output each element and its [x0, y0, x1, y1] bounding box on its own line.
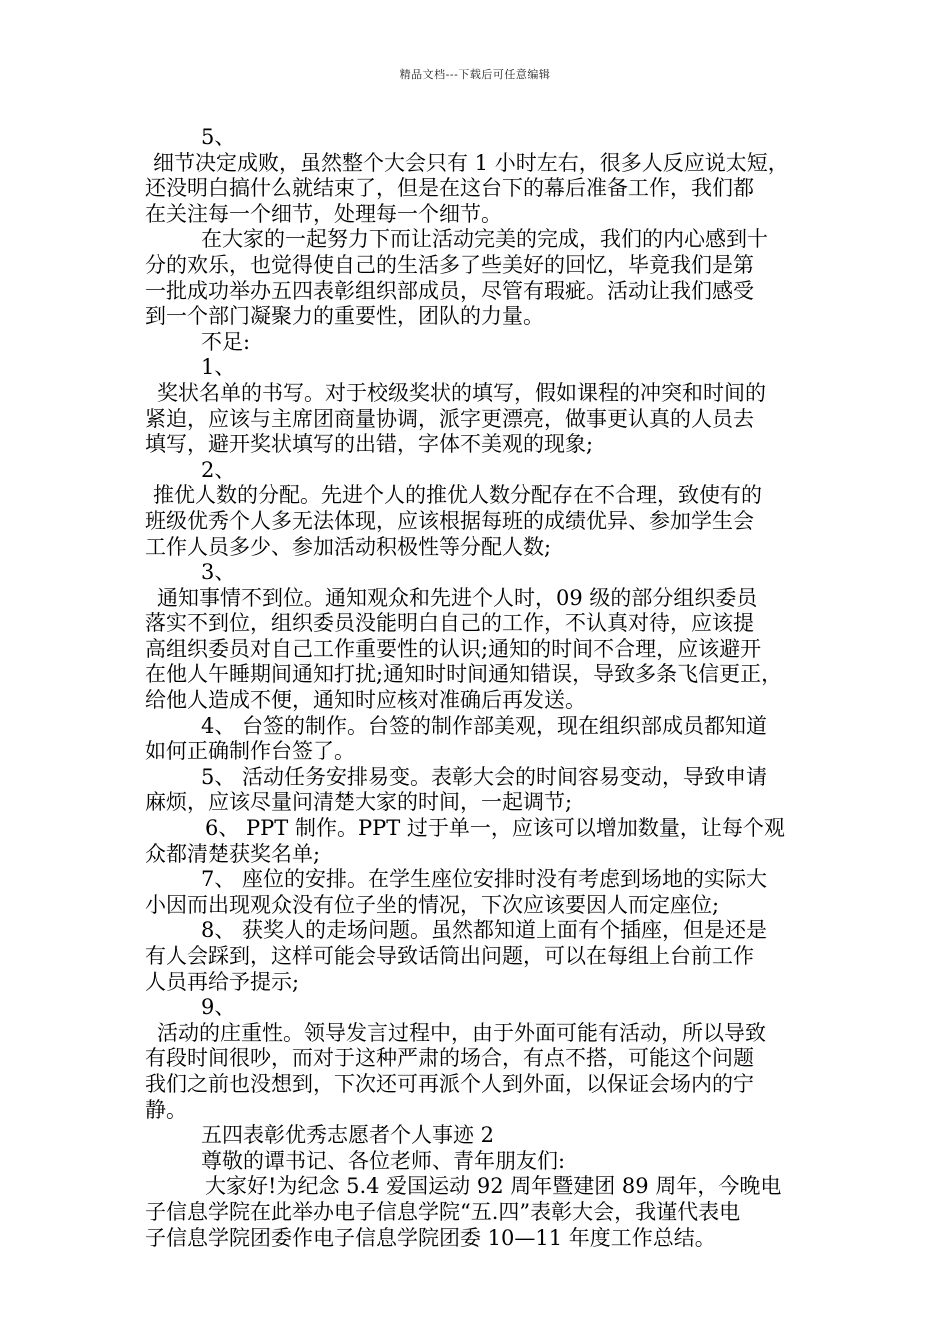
paragraph-line: 细节决定成败，虽然整个大会只有 1 小时左右，很多人反应说太短， [153, 150, 789, 175]
list-number: 9、 [201, 995, 236, 1020]
document-body [145, 125, 810, 1251]
paragraph-line: 到一个部门凝聚力的重要性，团队的力量。 [145, 304, 544, 329]
paragraph-line: 活动的庄重性。领导发言过程中，由于外面可能有活动，所以导致 [157, 1020, 766, 1045]
list-item-line: 8、 获奖人的走场问题。虽然都知道上面有个插座，但是还是 [201, 918, 768, 943]
paragraph-line: 推优人数的分配。先进个人的推优人数分配存在不合理，致使有的 [153, 483, 762, 508]
page-header: 精品文档---下载后可任意编辑 [399, 68, 551, 81]
paragraph-line: 填写，避开奖状填写的出错，字体不美观的现象; [145, 432, 594, 457]
paragraph-line: 大家好!为纪念 5.4 爱国运动 92 周年暨建团 89 周年，今晚电 [205, 1174, 782, 1199]
paragraph-line: 通知事情不到位。通知观众和先进个人时，09 级的部分组织委员 [157, 585, 758, 610]
paragraph-line: 奖状名单的书写。对于校级奖状的填写，假如课程的冲突和时间的 [157, 380, 766, 405]
list-item-line: 4、 台签的制作。台签的制作部美观，现在组织部成员都知道 [201, 713, 768, 738]
list-number: 3、 [201, 560, 236, 585]
list-number: 2、 [201, 457, 236, 482]
list-number: 1、 [201, 355, 236, 380]
list-item-line: 5、 活动任务安排易变。表彰大会的时间容易变动，导致申请 [201, 764, 768, 789]
paragraph-line: 在他人午睡期间通知打扰;通知时时间通知错误，导致多条飞信更正， [145, 662, 783, 687]
paragraph-line: 工作人员多少、参加活动积极性等分配人数; [145, 534, 552, 559]
paragraph-line: 麻烦，应该尽量问清楚大家的时间，一起调节; [145, 790, 573, 815]
paragraph-line: 子信息学院团委作电子信息学院团委 10—11 年度工作总结。 [145, 1225, 716, 1250]
paragraph-line: 班级优秀个人多无法体现，应该根据每班的成绩优异、参加学生会 [145, 508, 754, 533]
paragraph-line: 落实不到位，组织委员没能明白自己的工作，不认真对待，应该提 [145, 611, 754, 636]
salutation: 尊敬的谭书记、各位老师、青年朋友们: [201, 1148, 566, 1173]
paragraph-line: 有段时间很吵，而对于这种严肃的场合，有点不搭，可能这个问题 [145, 1046, 754, 1071]
paragraph-line: 有人会踩到，这样可能会导致话筒出问题，可以在每组上台前工作 [145, 944, 754, 968]
paragraph-line: 在大家的一起努力下而让活动完美的完成，我们的内心感到十 [201, 227, 768, 252]
paragraph-line: 在关注每一个细节，处理每一个细节。 [145, 201, 502, 226]
paragraph-line: 静。 [145, 1097, 187, 1122]
paragraph-line: 小因而出现观众没有位子坐的情况，下次应该要因人而定座位; [145, 892, 720, 917]
list-item-line: 7、 座位的安排。在学生座位安排时没有考虑到场地的实际大 [201, 867, 768, 892]
paragraph-line: 众都清楚获奖名单; [145, 841, 321, 866]
paragraph-line: 人员再给予提示; [145, 969, 300, 994]
paragraph-line: 如何正确制作台签了。 [145, 739, 355, 764]
paragraph-line: 给他人造成不便，通知时应核对准确后再发送。 [145, 688, 586, 713]
paragraph-line: 高组织委员对自己工作重要性的认识;通知的时间不合理，应该避开 [145, 636, 762, 661]
paragraph-line: 分的欢乐，也觉得使自己的生活多了些美好的回忆，毕竟我们是第 [145, 252, 754, 277]
list-item-line: 6、 PPT 制作。PPT 过于单一，应该可以增加数量，让每个观 [205, 816, 785, 841]
paragraph-line: 紧迫，应该与主席团商量协调，派字更漂亮，做事更认真的人员去 [145, 406, 754, 431]
paragraph-line: 一批成功举办五四表彰组织部成员，尽管有瑕疵。活动让我们感受 [145, 278, 754, 303]
section-heading: 不足: [201, 329, 251, 354]
list-number: 5、 [201, 125, 236, 149]
paragraph-line: 子信息学院在此举办电子信息学院“五.四”表彰大会，我谨代表电 [145, 1199, 741, 1224]
paragraph-line: 还没明白搞什么就结束了，但是在这台下的幕后准备工作，我们都 [145, 176, 754, 201]
paragraph-line: 我们之前也没想到，下次还可再派个人到外面，以保证会场内的宁 [145, 1071, 754, 1096]
section-title: 五四表彰优秀志愿者个人事迹 2 [201, 1123, 495, 1148]
